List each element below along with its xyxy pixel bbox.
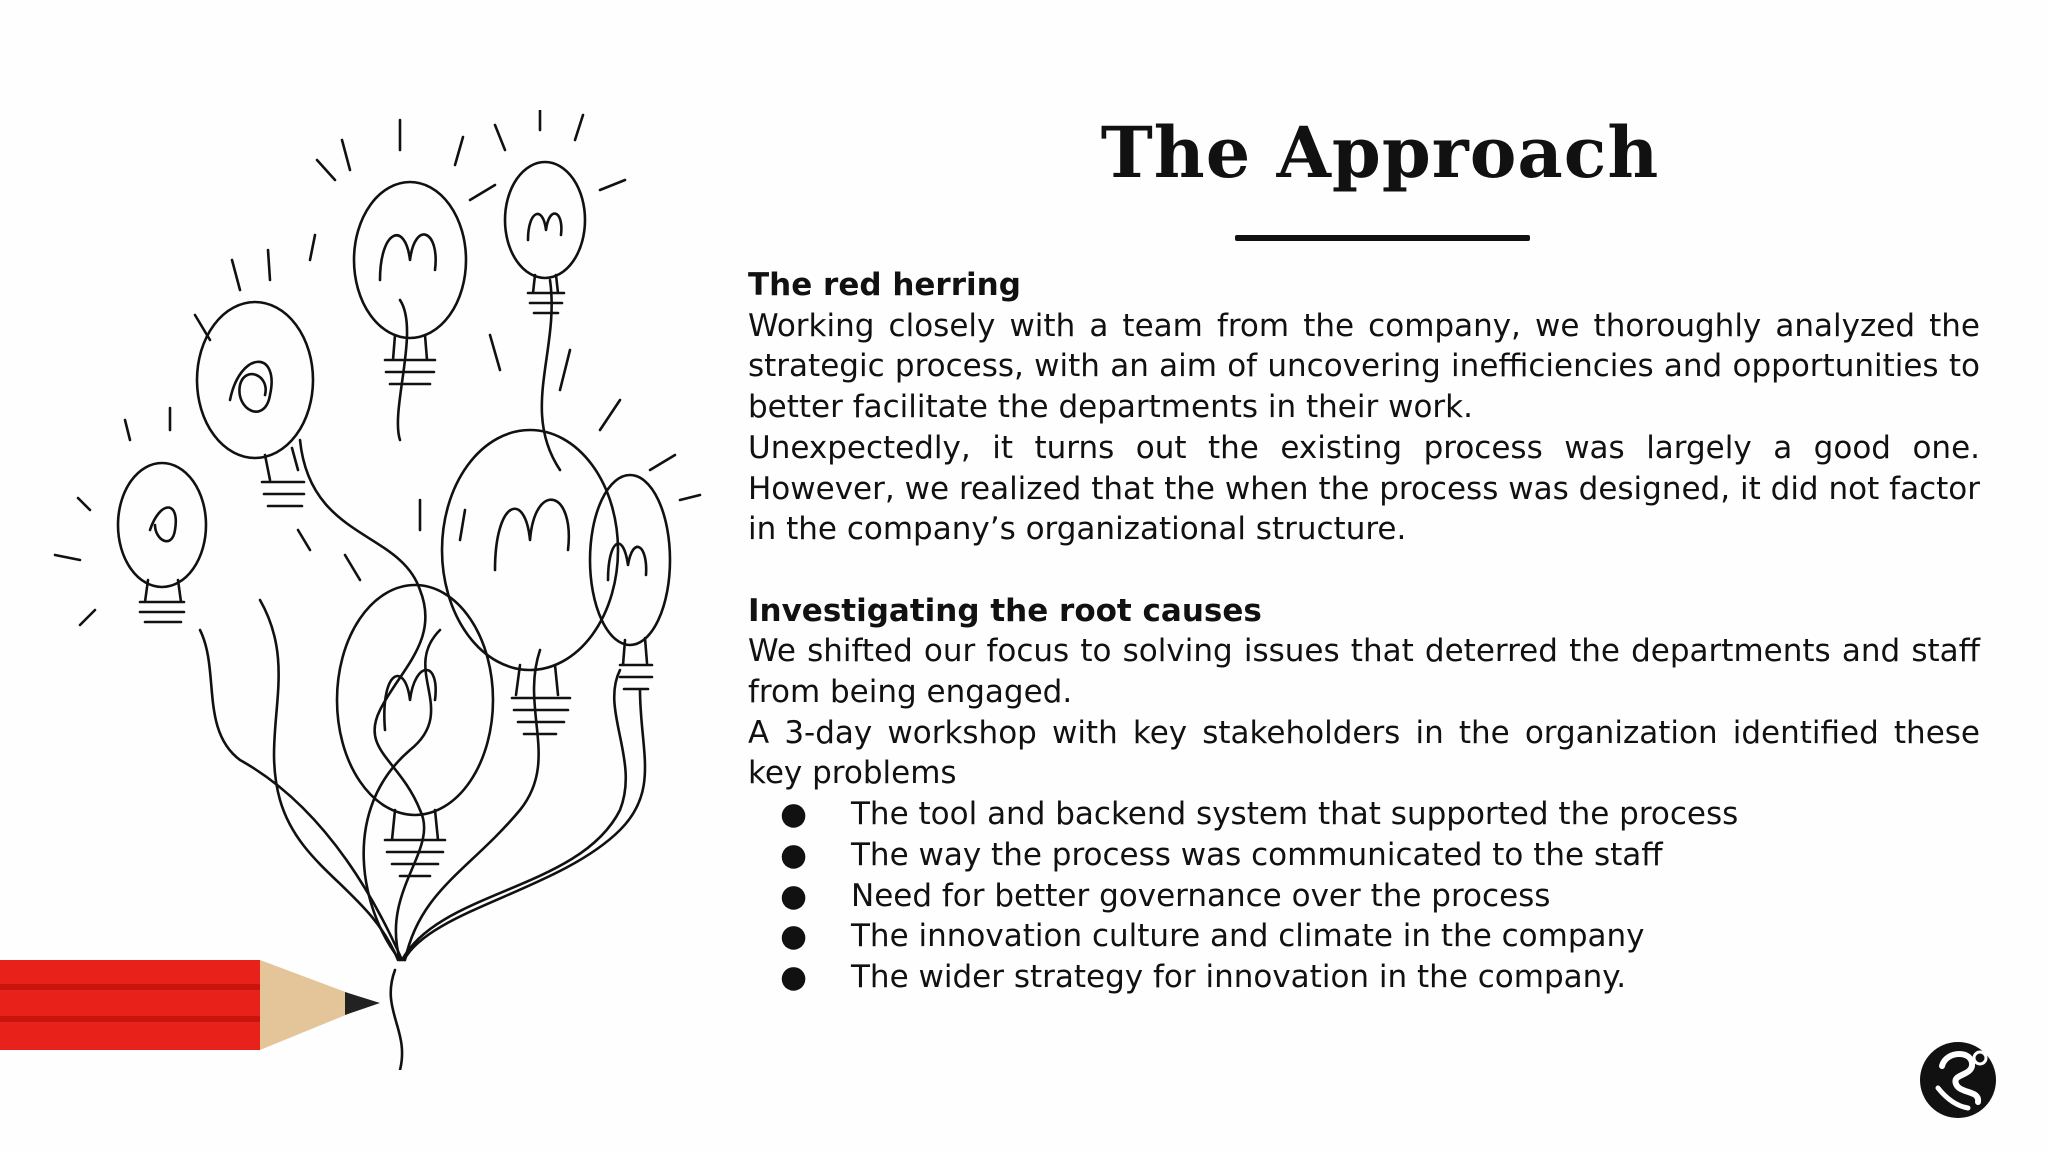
- section-heading-red-herring: The red herring: [748, 267, 1021, 303]
- slide-body: [748, 265, 1980, 998]
- key-problems-list: [748, 794, 1980, 998]
- paragraph: We shifted our focus to solving issues that deterred the departments and staff from being engaged.: [748, 633, 1980, 711]
- brand-logo-icon: [1916, 1036, 2000, 1120]
- pencil: [0, 960, 380, 1050]
- title-underline: [1235, 235, 1530, 241]
- list-item: [748, 794, 1980, 835]
- list-item: [748, 876, 1980, 917]
- list-item: [748, 957, 1980, 998]
- paragraph: A 3-day workshop with key stakeholders in the organization identified these key problems: [748, 714, 1980, 792]
- list-item: [748, 835, 1980, 876]
- list-item: [748, 916, 1980, 957]
- paragraph: Unexpectedly, it turns out the existing process was largely a good one. However, we realized that the when the process was designed, it did not factor in the company’s organizational structure.: [748, 429, 1980, 548]
- pencil-lightbulbs-icon: [0, 110, 720, 1070]
- list-item-text: The innovation culture and climate in the company: [851, 918, 1645, 955]
- bullet-icon: ●: [780, 836, 808, 873]
- list-item-text: The wider strategy for innovation in the company.: [851, 958, 1627, 995]
- slide-title: The Approach: [1100, 111, 1660, 194]
- bullet-icon: ●: [780, 877, 808, 914]
- bullet-icon: ●: [780, 918, 808, 955]
- list-item-text: The way the process was communicated to the staff: [851, 836, 1663, 873]
- section-heading-root-causes: Investigating the root causes: [748, 592, 1262, 629]
- bullet-icon: ●: [780, 958, 808, 995]
- bullet-icon: ●: [780, 796, 808, 833]
- spacer: [748, 550, 1980, 591]
- paragraph: Working closely with a team from the company, we thoroughly analyzed the strategic process, with an aim of uncovering inefficiencies and opportunities to better facilitate the departments in their work.: [748, 307, 1980, 426]
- list-item-text: Need for better governance over the process: [851, 877, 1551, 914]
- list-item-text: The tool and backend system that supported the process: [851, 796, 1739, 833]
